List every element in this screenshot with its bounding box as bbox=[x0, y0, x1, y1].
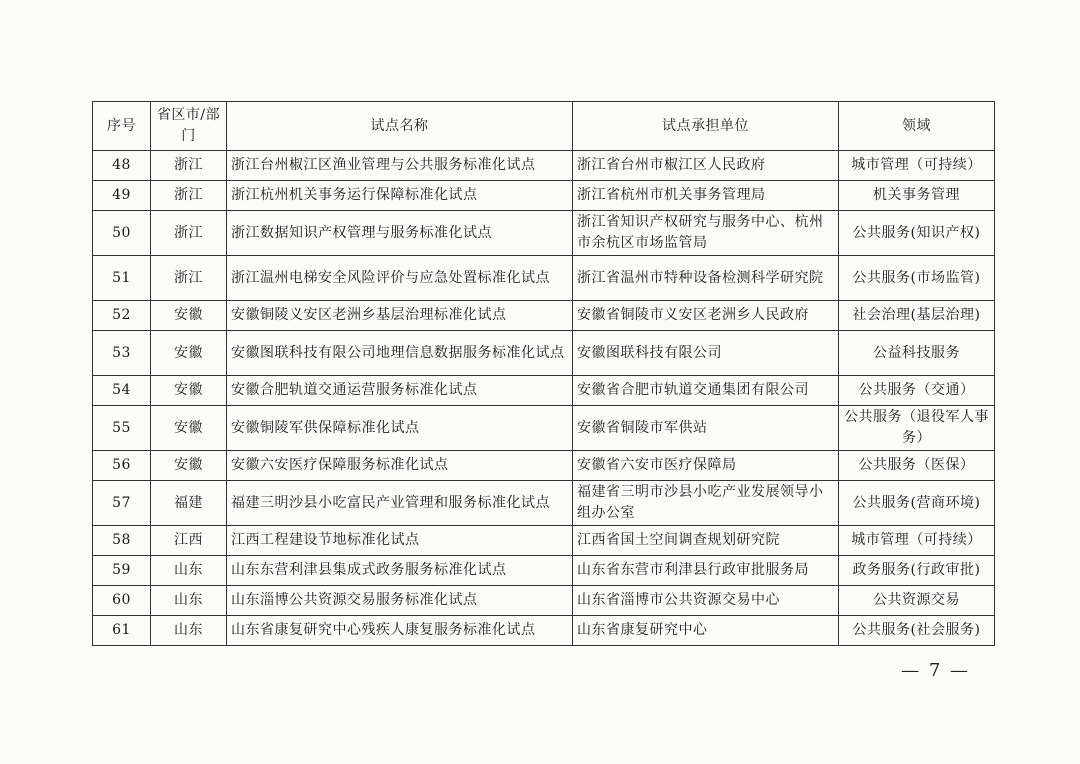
cell-name: 山东淄博公共资源交易服务标准化试点 bbox=[227, 586, 573, 616]
cell-field: 城市管理（可持续） bbox=[839, 526, 995, 556]
table-row bbox=[93, 406, 995, 451]
cell-unit: 浙江省温州市特种设备检测科学研究院 bbox=[573, 256, 839, 301]
cell-name: 福建三明沙县小吃富民产业管理和服务标准化试点 bbox=[227, 481, 573, 526]
cell-field: 公共服务（交通） bbox=[839, 376, 995, 406]
cell-field: 社会治理(基层治理) bbox=[839, 301, 995, 331]
table-row bbox=[93, 181, 995, 211]
table-row bbox=[93, 256, 995, 301]
cell-province: 浙江 bbox=[151, 181, 227, 211]
cell-no: 60 bbox=[93, 586, 151, 616]
cell-no: 50 bbox=[93, 211, 151, 256]
cell-unit: 安徽图联科技有限公司 bbox=[573, 331, 839, 376]
table-header-row bbox=[93, 102, 995, 151]
cell-province: 浙江 bbox=[151, 256, 227, 301]
cell-field: 城市管理（可持续） bbox=[839, 151, 995, 181]
cell-no: 61 bbox=[93, 616, 151, 646]
cell-field: 机关事务管理 bbox=[839, 181, 995, 211]
cell-name: 安徽合肥轨道交通运营服务标准化试点 bbox=[227, 376, 573, 406]
header-no: 序号 bbox=[93, 102, 151, 151]
cell-no: 55 bbox=[93, 406, 151, 451]
cell-name: 山东东营利津县集成式政务服务标准化试点 bbox=[227, 556, 573, 586]
cell-name: 安徽铜陵义安区老洲乡基层治理标准化试点 bbox=[227, 301, 573, 331]
cell-name: 浙江杭州机关事务运行保障标准化试点 bbox=[227, 181, 573, 211]
cell-no: 52 bbox=[93, 301, 151, 331]
table-row bbox=[93, 376, 995, 406]
cell-no: 53 bbox=[93, 331, 151, 376]
cell-no: 56 bbox=[93, 451, 151, 481]
header-field: 领域 bbox=[839, 102, 995, 151]
cell-field: 公共资源交易 bbox=[839, 586, 995, 616]
cell-unit: 福建省三明市沙县小吃产业发展领导小组办公室 bbox=[573, 481, 839, 526]
cell-field: 公益科技服务 bbox=[839, 331, 995, 376]
header-name: 试点名称 bbox=[227, 102, 573, 151]
table-row bbox=[93, 331, 995, 376]
cell-field: 政务服务(行政审批) bbox=[839, 556, 995, 586]
header-province: 省区市/部门 bbox=[151, 102, 227, 151]
cell-unit: 浙江省知识产权研究与服务中心、杭州市余杭区市场监管局 bbox=[573, 211, 839, 256]
table-row bbox=[93, 616, 995, 646]
cell-name: 安徽图联科技有限公司地理信息数据服务标准化试点 bbox=[227, 331, 573, 376]
cell-no: 57 bbox=[93, 481, 151, 526]
cell-name: 浙江温州电梯安全风险评价与应急处置标准化试点 bbox=[227, 256, 573, 301]
cell-unit: 浙江省台州市椒江区人民政府 bbox=[573, 151, 839, 181]
cell-field: 公共服务（退役军人事务） bbox=[839, 406, 995, 451]
cell-name: 安徽六安医疗保障服务标准化试点 bbox=[227, 451, 573, 481]
cell-field: 公共服务(营商环境) bbox=[839, 481, 995, 526]
cell-unit: 山东省淄博市公共资源交易中心 bbox=[573, 586, 839, 616]
header-unit: 试点承担单位 bbox=[573, 102, 839, 151]
cell-field: 公共服务(社会服务) bbox=[839, 616, 995, 646]
cell-province: 山东 bbox=[151, 616, 227, 646]
cell-province: 安徽 bbox=[151, 406, 227, 451]
table-row bbox=[93, 151, 995, 181]
cell-field: 公共服务(市场监管) bbox=[839, 256, 995, 301]
pilot-list-table bbox=[92, 101, 995, 646]
table-row bbox=[93, 301, 995, 331]
cell-province: 山东 bbox=[151, 586, 227, 616]
cell-unit: 安徽省合肥市轨道交通集团有限公司 bbox=[573, 376, 839, 406]
table-row bbox=[93, 586, 995, 616]
table-row bbox=[93, 526, 995, 556]
table-row bbox=[93, 481, 995, 526]
cell-name: 浙江台州椒江区渔业管理与公共服务标准化试点 bbox=[227, 151, 573, 181]
cell-unit: 山东省东营市利津县行政审批服务局 bbox=[573, 556, 839, 586]
cell-province: 浙江 bbox=[151, 151, 227, 181]
cell-no: 49 bbox=[93, 181, 151, 211]
cell-unit: 山东省康复研究中心 bbox=[573, 616, 839, 646]
cell-unit: 安徽省六安市医疗保障局 bbox=[573, 451, 839, 481]
cell-field: 公共服务（医保） bbox=[839, 451, 995, 481]
cell-name: 安徽铜陵军供保障标准化试点 bbox=[227, 406, 573, 451]
cell-name: 山东省康复研究中心残疾人康复服务标准化试点 bbox=[227, 616, 573, 646]
cell-no: 54 bbox=[93, 376, 151, 406]
table-row bbox=[93, 556, 995, 586]
cell-name: 浙江数据知识产权管理与服务标准化试点 bbox=[227, 211, 573, 256]
table-row bbox=[93, 451, 995, 481]
cell-province: 安徽 bbox=[151, 451, 227, 481]
cell-field: 公共服务(知识产权) bbox=[839, 211, 995, 256]
cell-name: 江西工程建设节地标准化试点 bbox=[227, 526, 573, 556]
cell-no: 58 bbox=[93, 526, 151, 556]
table-row bbox=[93, 211, 995, 256]
cell-unit: 江西省国土空间调查规划研究院 bbox=[573, 526, 839, 556]
cell-province: 安徽 bbox=[151, 376, 227, 406]
cell-province: 山东 bbox=[151, 556, 227, 586]
cell-province: 福建 bbox=[151, 481, 227, 526]
cell-province: 安徽 bbox=[151, 301, 227, 331]
cell-no: 59 bbox=[93, 556, 151, 586]
cell-unit: 安徽省铜陵市义安区老洲乡人民政府 bbox=[573, 301, 839, 331]
cell-province: 浙江 bbox=[151, 211, 227, 256]
cell-no: 48 bbox=[93, 151, 151, 181]
cell-province: 江西 bbox=[151, 526, 227, 556]
cell-no: 51 bbox=[93, 256, 151, 301]
cell-province: 安徽 bbox=[151, 331, 227, 376]
cell-unit: 浙江省杭州市机关事务管理局 bbox=[573, 181, 839, 211]
page-number: — 7 — bbox=[901, 660, 970, 681]
cell-unit: 安徽省铜陵市军供站 bbox=[573, 406, 839, 451]
